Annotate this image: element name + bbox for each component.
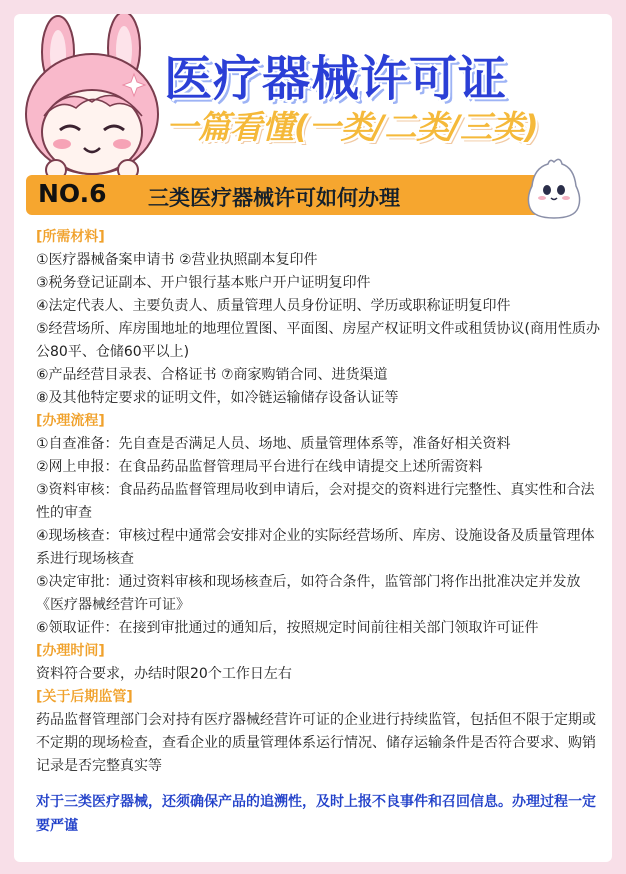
time-heading: [办理时间] — [36, 643, 105, 659]
materials-line: ①医疗器械备案申请书 ②营业执照副本复印件 — [36, 252, 318, 268]
article-card — [14, 14, 612, 862]
materials-line: ③税务登记证副本、开户银行基本账户开户证明复印件 — [36, 275, 371, 291]
page-title: 医疗器械许可证 — [164, 51, 508, 107]
materials-line: ⑤经营场所、库房围地址的地理位置图、平面图、房屋产权证明文件或租赁协议(商用性质办公80平、仓储60平以上) — [36, 321, 601, 360]
process-step: ②网上申报：在食品药品监督管理局平台进行在线申请提交上述所需资料 — [36, 459, 483, 475]
process-heading: [办理流程] — [36, 413, 105, 429]
process-step: ④现场核查：审核过程中通常会安排对企业的实际经营场所、库房、设施设备及质量管理体系进行现场核查 — [36, 528, 595, 567]
section-title: 三类医疗器械许可如何办理 — [148, 186, 400, 210]
materials-line: ⑥产品经营目录表、合格证书 ⑦商家购销合同、进货渠道 — [36, 367, 388, 383]
page-subtitle: 一篇看懂(一类/二类/三类) — [166, 108, 539, 146]
supervision-heading: [关于后期监管] — [36, 689, 133, 705]
materials-line: ⑧及其他特定要求的证明文件，如冷链运输储存设备认证等 — [36, 390, 399, 406]
materials-line: ④法定代表人、主要负责人、质量管理人员身份证明、学历或职称证明复印件 — [36, 298, 511, 314]
process-step: ⑤决定审批：通过资料审核和现场核查后，如符合条件，监管部门将作出批准决定并发放《医疗器械经营许可证》 — [36, 574, 581, 613]
time-text: 资料符合要求，办结时限20个工作日左右 — [36, 666, 292, 682]
section-number: NO.6 — [38, 179, 107, 208]
process-step: ③资料审核：食品药品监督管理局收到申请后，会对提交的资料进行完整性、真实性和合法性的审查 — [36, 482, 595, 521]
ghost-mascot-icon — [524, 156, 584, 222]
supervision-text: 药品监督管理部门会对持有医疗器械经营许可证的企业进行持续监管，包括但不限于定期或不定期的现场检查，查看企业的质量管理体系运行情况、储存运输条件是否符合要求、购销记录是否完整真实等 — [36, 712, 596, 774]
final-note: 对于三类医疗器械，还须确保产品的追溯性，及时上报不良事件和召回信息。办理过程一定要严谨 — [36, 794, 596, 834]
bunny-girl-mascot-illustration — [16, 14, 168, 182]
process-step: ⑥领取证件：在接到审批通过的通知后，按照规定时间前往相关部门领取许可证件 — [36, 620, 539, 636]
article-body — [36, 226, 606, 838]
materials-heading: [所需材料] — [36, 229, 105, 245]
process-step: ①自查准备：先自查是否满足人员、场地、质量管理体系等，准备好相关资料 — [36, 436, 511, 452]
